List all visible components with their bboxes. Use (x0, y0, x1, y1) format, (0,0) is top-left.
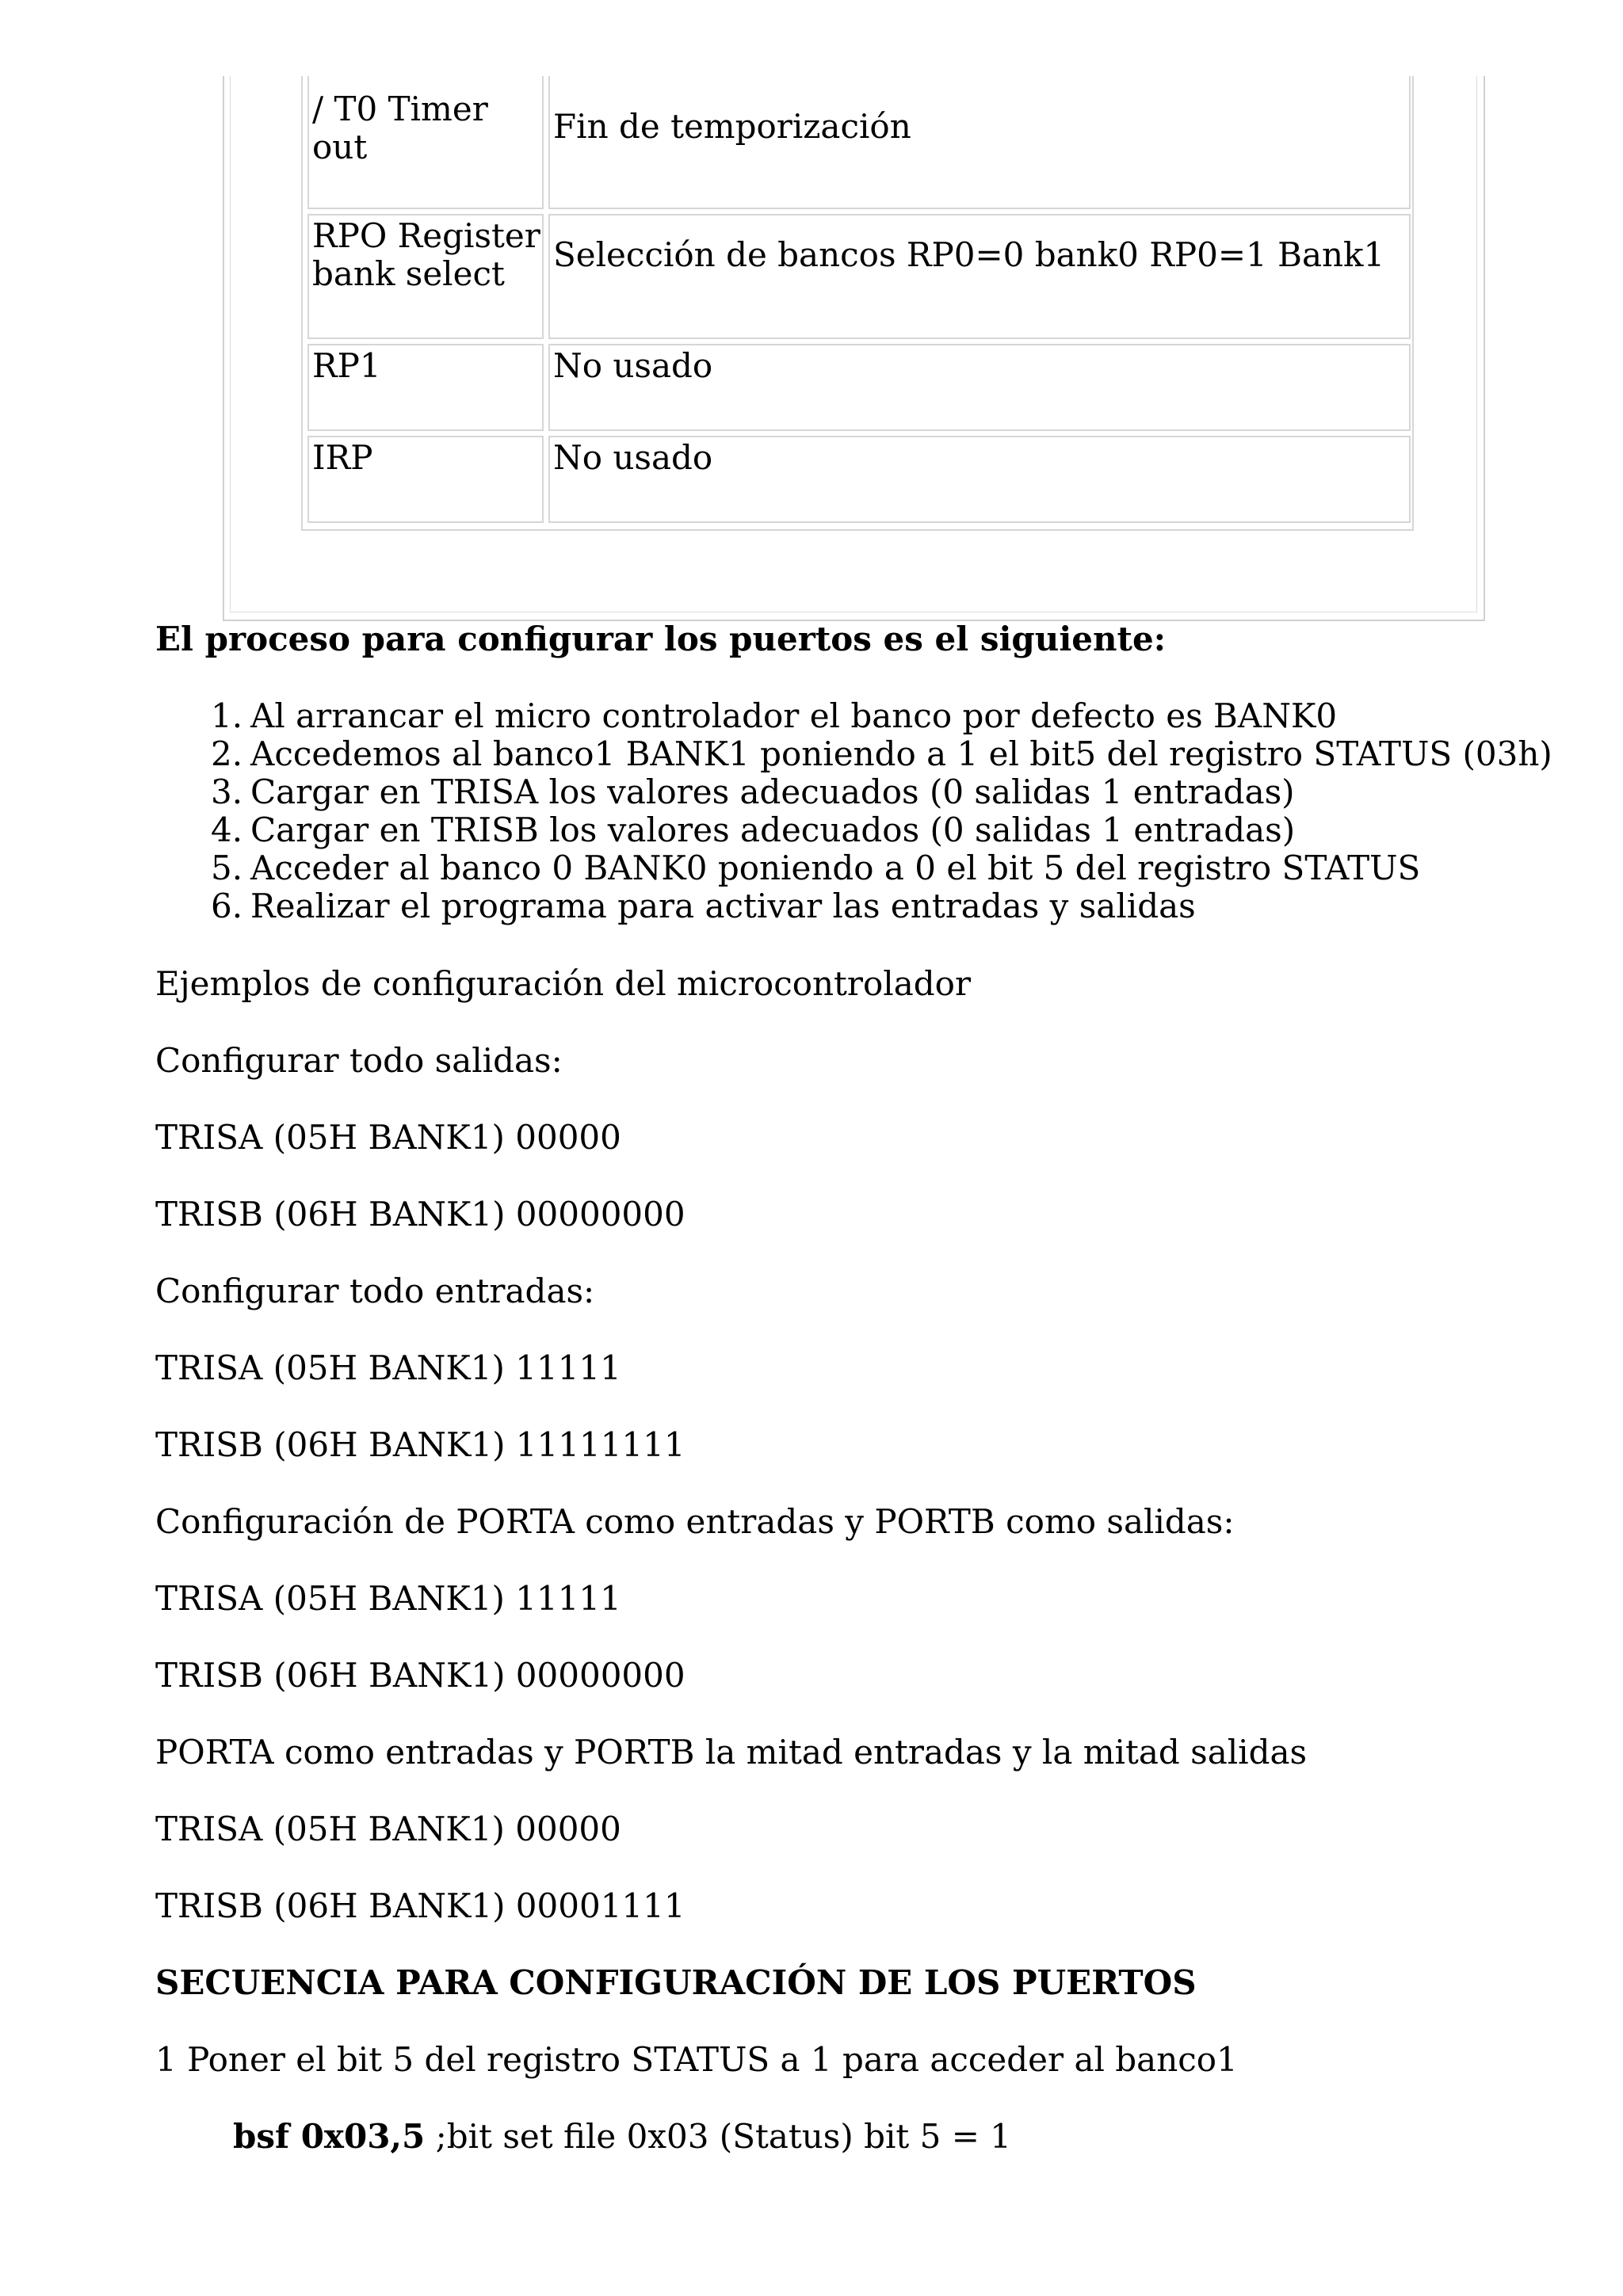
bit-name-line: IRP (312, 438, 373, 477)
trisa-value: TRISA (05H BANK1) 11111 (155, 1579, 621, 1618)
step-text: Accedemos al banco1 BANK1 poniendo a 1 el bit5 del registro STATUS (03h) (250, 734, 1552, 773)
table-cell-description (548, 344, 1411, 431)
table-cell-description (548, 76, 1411, 209)
trisa-value: TRISA (05H BANK1) 11111 (155, 1348, 621, 1387)
step-text: Al arrancar el micro controlador el banco por defecto es BANK0 (250, 696, 1338, 735)
table-cell-bit (307, 76, 544, 209)
list-item (155, 849, 1552, 887)
bit-name-line: RPO Register (312, 216, 540, 255)
table-cell-description (548, 436, 1411, 523)
list-item (155, 735, 1552, 773)
trisb-value: TRISB (06H BANK1) 00000000 (155, 1656, 685, 1695)
step-number: 6. (211, 887, 243, 925)
trisb-value: TRISB (06H BANK1) 00001111 (155, 1886, 685, 1925)
step-text: Realizar el programa para activar las entradas y salidas (250, 887, 1196, 925)
bit-description: Fin de temporización (553, 107, 911, 146)
bit-name-line: out (312, 128, 368, 166)
trisb-value: TRISB (06H BANK1) 11111111 (155, 1425, 685, 1464)
list-item (155, 811, 1552, 849)
bit-name-line: RP1 (312, 346, 381, 385)
bit-description: No usado (553, 346, 713, 385)
step-text: Acceder al banco 0 BANK0 poniendo a 0 el bit 5 del registro STATUS (250, 849, 1421, 887)
trisb-value: TRISB (06H BANK1) 00000000 (155, 1195, 685, 1234)
example-title: Configuración de PORTA como entradas y PORTB como salidas: (155, 1502, 1235, 1541)
table-cell-description (548, 214, 1411, 339)
example-title: PORTA como entradas y PORTB la mitad entradas y la mitad salidas (155, 1733, 1308, 1772)
step-number: 2. (211, 734, 243, 773)
list-item (155, 773, 1552, 811)
table-cell-bit (307, 214, 544, 339)
code-line (233, 2118, 1011, 2156)
sequence-heading: SECUENCIA PARA CONFIGURACIÓN DE LOS PUERTOS (155, 1963, 1197, 2002)
step-number: 1. (211, 696, 243, 735)
examples-intro: Ejemplos de configuración del microcontrolador (155, 964, 972, 1003)
status-register-table (301, 76, 1414, 531)
step-number: 3. (211, 772, 243, 811)
code-comment: ;bit set file 0x03 (Status) bit 5 = 1 (425, 2117, 1011, 2156)
code-instruction: bsf 0x03,5 (233, 2117, 426, 2156)
bit-name-line: / T0 Timer (312, 90, 488, 128)
bit-description: No usado (553, 438, 713, 477)
example-title: Configurar todo entradas: (155, 1272, 595, 1310)
list-item (155, 887, 1552, 925)
step-text: Cargar en TRISB los valores adecuados (0 salidas 1 entradas) (250, 810, 1296, 849)
table-cell-bit (307, 344, 544, 431)
bit-description: Selección de bancos RP0=0 bank0 RP0=1 Bank1 (553, 235, 1385, 274)
step-number: 5. (211, 849, 243, 887)
step-number: 4. (211, 810, 243, 849)
bit-name-line: bank select (312, 254, 505, 293)
table-cell-bit (307, 436, 544, 523)
trisa-value: TRISA (05H BANK1) 00000 (155, 1118, 621, 1157)
example-title: Configurar todo salidas: (155, 1041, 563, 1080)
trisa-value: TRISA (05H BANK1) 00000 (155, 1810, 621, 1848)
process-steps-list (155, 697, 1552, 925)
sequence-step: 1 Poner el bit 5 del registro STATUS a 1 para acceder al banco1 (155, 2040, 1238, 2079)
list-item (155, 697, 1552, 735)
step-text: Cargar en TRISA los valores adecuados (0 salidas 1 entradas) (250, 772, 1295, 811)
process-heading: El proceso para configurar los puertos es el siguiente: (155, 620, 1167, 658)
